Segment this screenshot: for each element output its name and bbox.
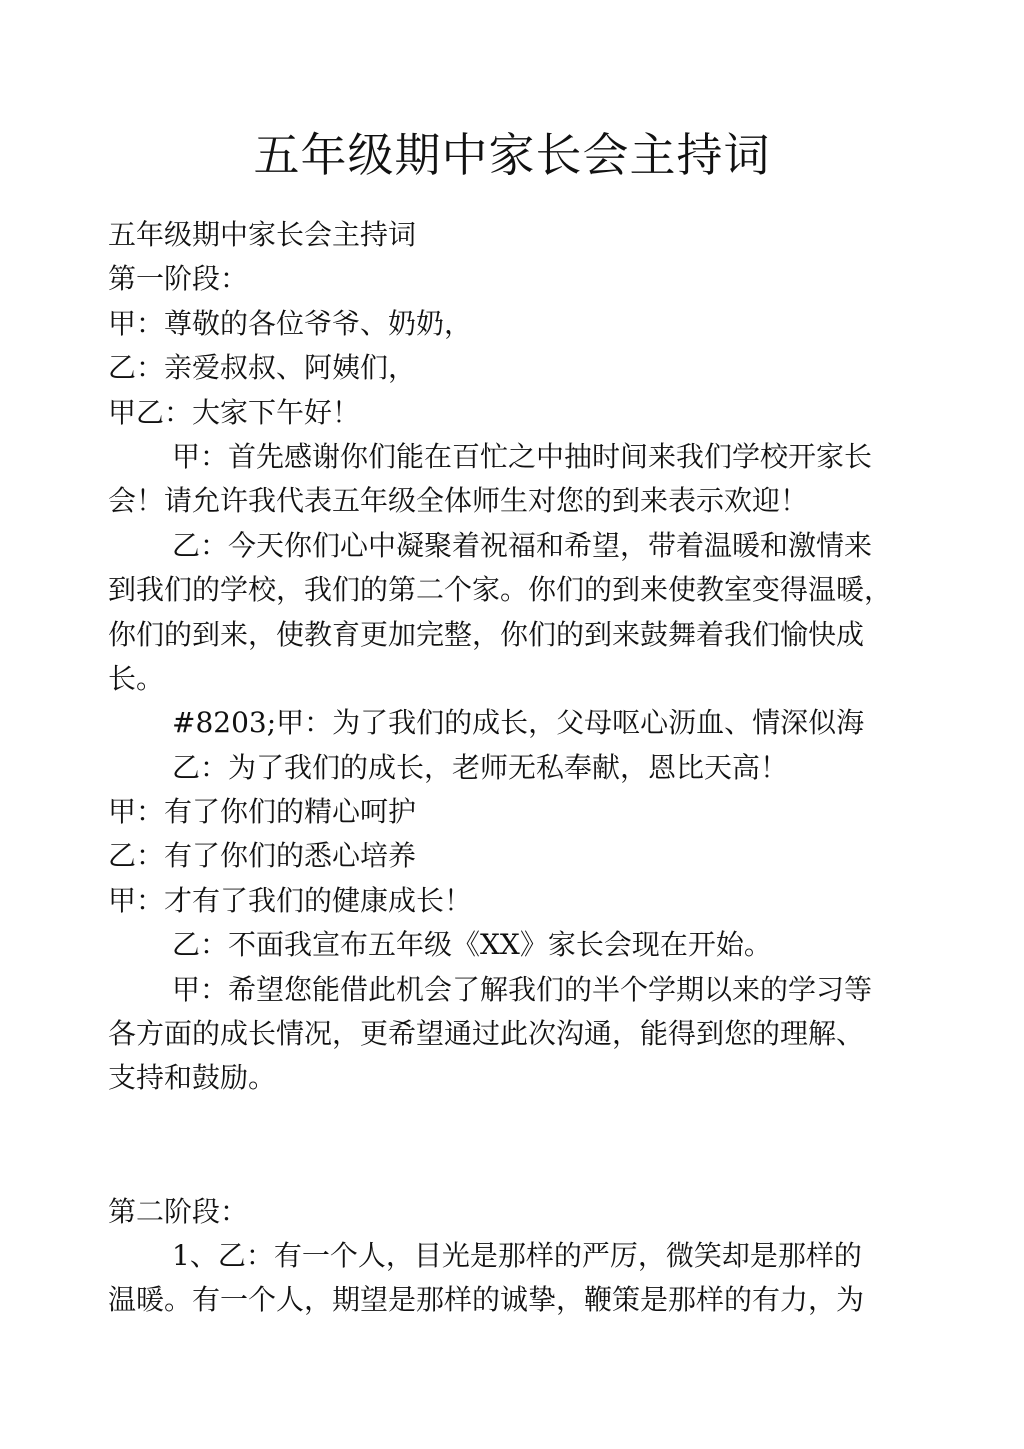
paragraph-line: 支持和鼓励。 <box>108 1061 277 1095</box>
paragraph-line: 各方面的成长情况，更希望通过此次沟通，能得到您的理解、 <box>108 1017 865 1051</box>
paragraph-line: 到我们的学校，我们的第二个家。你们的到来使教室变得温暖， <box>108 573 893 607</box>
paragraph-line: 乙：为了我们的成长，老师无私奉献，恩比天高！ <box>172 750 789 784</box>
document-body <box>108 213 908 1323</box>
paragraph-line: 乙：今天你们心中凝聚着祝福和希望，带着温暖和激情来 <box>172 528 873 562</box>
paragraph-line: 你们的到来，使教育更加完整，你们的到来鼓舞着我们愉快成 <box>108 617 865 651</box>
dialogue-line: 甲：才有了我们的健康成长！ <box>108 883 473 917</box>
paragraph-line: 甲：希望您能借此机会了解我们的半个学期以来的学习等 <box>172 972 873 1006</box>
paragraph-line: 会！请允许我代表五年级全体师生对您的到来表示欢迎！ <box>108 484 809 518</box>
section-heading: 第一阶段： <box>108 262 249 296</box>
section-heading: 第二阶段： <box>108 1194 249 1228</box>
dialogue-line: 乙：有了你们的悉心培养 <box>108 839 417 873</box>
paragraph-line: 甲：首先感谢你们能在百忙之中抽时间来我们学校开家长 <box>172 439 873 473</box>
dialogue-line: 甲乙：大家下午好！ <box>108 395 361 429</box>
blank-gap <box>108 1101 908 1190</box>
subtitle-line: 五年级期中家长会主持词 <box>108 218 417 251</box>
paragraph-line: 1、乙：有一个人，目光是那样的严厉，微笑却是那样的 <box>172 1239 862 1272</box>
paragraph-line: 乙：不面我宣布五年级《XX》家长会现在开始。 <box>172 928 772 962</box>
dialogue-line: 甲：尊敬的各位爷爷、奶奶， <box>108 306 473 340</box>
dialogue-line: 乙：亲爱叔叔、阿姨们， <box>108 351 417 385</box>
paragraph-line: 温暖。有一个人，期望是那样的诚挚，鞭策是那样的有力，为 <box>108 1283 865 1317</box>
paragraph-line: #8203;甲：为了我们的成长，父母呕心沥血、情深似海 <box>172 706 865 740</box>
document-title: 五年级期中家长会主持词 <box>253 128 771 182</box>
dialogue-line: 甲：有了你们的精心呵护 <box>108 795 417 829</box>
paragraph-line: 长。 <box>108 661 165 695</box>
